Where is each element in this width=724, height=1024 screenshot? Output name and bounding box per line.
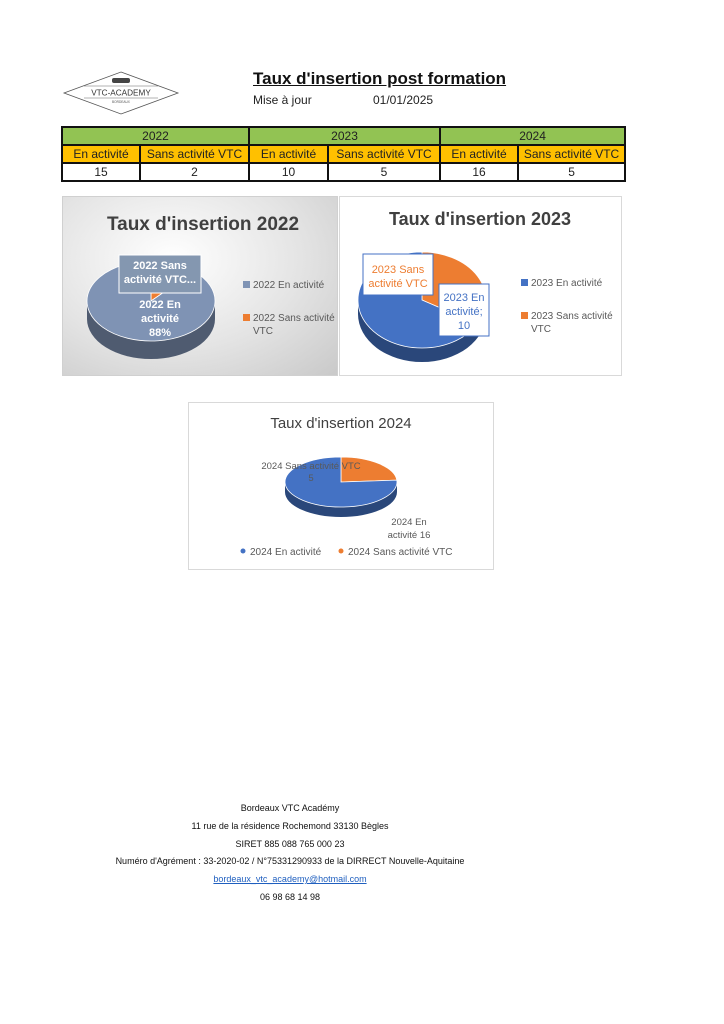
legend-swatch (521, 312, 528, 319)
chart-title: Taux d'insertion 2022 (106, 214, 300, 235)
category-header: Sans activité VTC (518, 145, 625, 163)
footer-address: 11 rue de la résidence Rochemond 33130 Bègles (191, 821, 389, 831)
pie-chart-2023-svg (340, 197, 621, 375)
category-header: Sans activité VTC (140, 145, 249, 163)
chart-2022 (62, 196, 338, 376)
logo-subtext: BORDEAUX (112, 100, 130, 104)
category-header: Sans activité VTC (328, 145, 440, 163)
table-row-values (62, 163, 625, 181)
legend-label: 2024 Sans activité VTC (348, 547, 453, 558)
footer-email-line (0, 874, 580, 884)
update-date: 01/01/2025 (373, 93, 434, 107)
table-cell: 10 (249, 163, 328, 181)
update-label: Mise à jour (253, 93, 312, 107)
legend-swatch (243, 281, 250, 288)
pie-chart-2024-svg (189, 403, 493, 569)
data-label: 2024 En activité 16 (387, 517, 431, 541)
legend-label: 2022 En activité (253, 280, 325, 291)
car-icon (112, 78, 130, 83)
logo (62, 70, 180, 116)
legend-swatch (243, 314, 250, 321)
table-cell: 15 (62, 163, 140, 181)
table-cell: 16 (440, 163, 518, 181)
legend-label: 2023 Sans activité VTC (531, 311, 613, 335)
legend-swatch (241, 549, 246, 554)
category-header: En activité (249, 145, 328, 163)
data-label: 2023 En activité; 10 (443, 292, 485, 332)
chart-2023 (339, 196, 622, 376)
table-cell: 5 (518, 163, 625, 181)
category-header: En activité (440, 145, 518, 163)
footer-agrement: Numéro d'Agrément : 33-2020-02 / N°75331290933 de la DIRRECT Nouvelle-Aquitaine (115, 856, 465, 866)
legend-swatch (339, 549, 344, 554)
table-cell: 2 (140, 163, 249, 181)
table-row-categories (62, 145, 625, 163)
legend-label: 2024 En activité (250, 547, 322, 558)
footer-phone: 06 98 68 14 98 (259, 892, 321, 902)
data-label: 2024 Sans activité VTC 5 (261, 461, 361, 484)
logo-text: VTC-ACADEMY (91, 88, 151, 98)
year-header: 2024 (440, 127, 625, 145)
footer-email-link[interactable]: bordeaux_vtc_academy@hotmail.com (213, 874, 367, 884)
table-row-years (62, 127, 625, 145)
year-header: 2022 (62, 127, 249, 145)
category-header: En activité (62, 145, 140, 163)
legend-swatch (521, 279, 528, 286)
year-header: 2023 (249, 127, 440, 145)
chart-2024 (188, 402, 494, 570)
legend-label: 2023 En activité (531, 278, 603, 289)
page-title: Taux d'insertion post formation (253, 69, 507, 88)
data-label: 2022 Sans activité VTC... (123, 260, 197, 286)
footer-company: Bordeaux VTC Académy (240, 803, 340, 813)
pie-chart-2022-svg (63, 197, 337, 375)
insertion-stats-table (61, 126, 626, 182)
chart-title: Taux d'insertion 2024 (270, 415, 412, 432)
chart-title: Taux d'insertion 2023 (388, 209, 572, 229)
footer-siret: SIRET 885 088 765 000 23 (235, 839, 345, 849)
data-label: 2023 Sans activité VTC (368, 264, 428, 290)
table-cell: 5 (328, 163, 440, 181)
legend-label: 2022 Sans activité VTC (253, 313, 335, 337)
data-label: 2022 En activité 88% (139, 299, 181, 339)
